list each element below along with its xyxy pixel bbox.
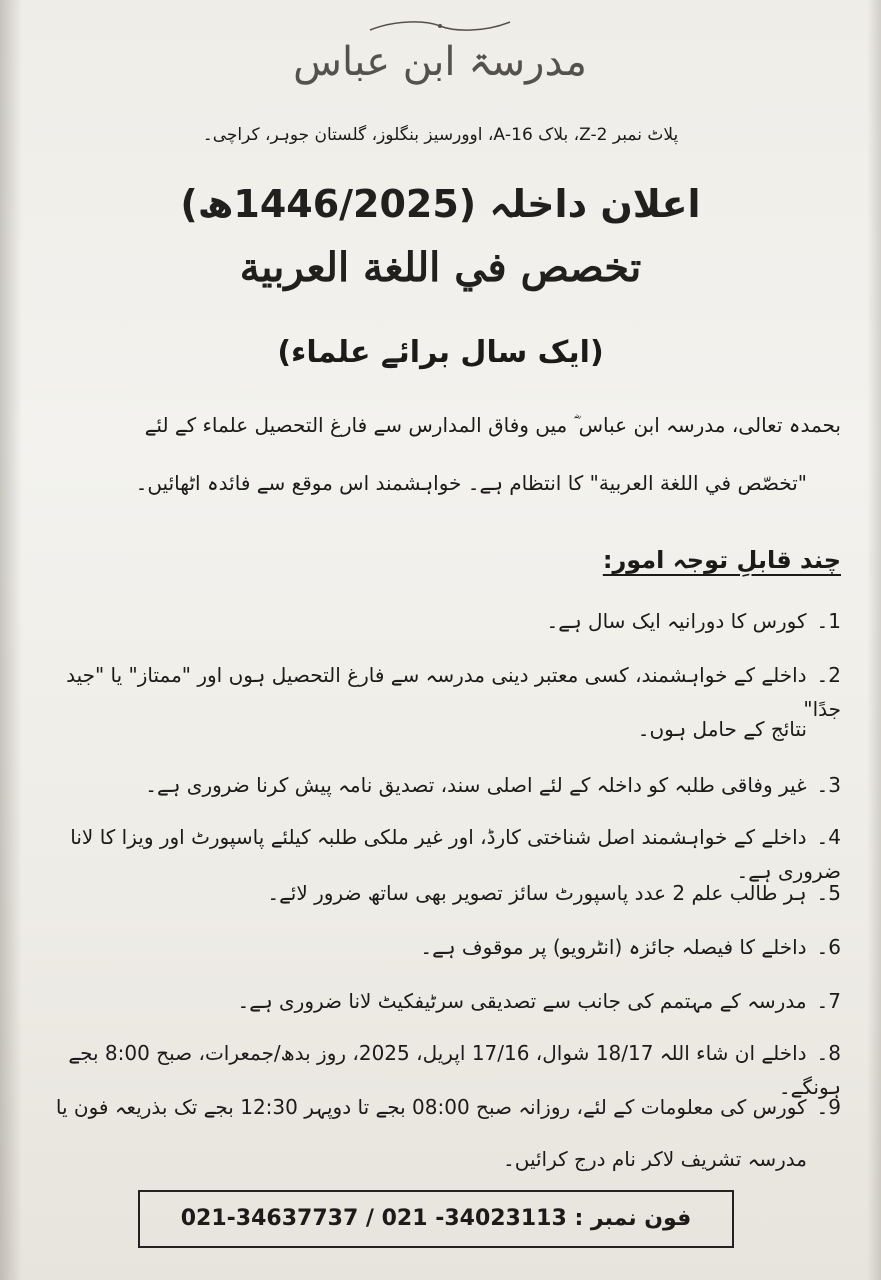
phone-label: فون نمبر : [574, 1206, 692, 1231]
list-item [30, 876, 841, 910]
item-number: 6۔ [816, 935, 841, 959]
list-item [30, 984, 841, 1018]
item-text: داخلے ان شاء اللہ 18/17 شوال، 17/16 اپریل، 2025، روز بدھ/جمعرات، صبح 8:00 بجے ہونگے۔ [68, 1041, 841, 1099]
phone-numbers: 021-34637737 / 021 -34023113 [180, 1206, 567, 1231]
item-number: 9۔ [816, 1095, 841, 1119]
list-item [30, 768, 841, 802]
list-item [30, 930, 841, 964]
item-text: غیر وفاقی طلبہ کو داخلہ کے لئے اصلی سند، تصدیق نامہ پیش کرنا ضروری ہے۔ [145, 773, 807, 797]
item-text: داخلے کے خواہشمند، کسی معتبر دینی مدرسہ سے فارغ التحصیل ہوں اور "ممتاز" یا "جید جدًا" [66, 663, 841, 721]
duration-subtitle: (ایک سال برائے علماء) [277, 335, 604, 370]
list-item-continuation: نتائج کے حامل ہوں۔ [637, 717, 807, 741]
madrasa-name: مدرسۃ ابن عباس [293, 39, 587, 85]
madrasa-logo [280, 18, 600, 96]
item-text: کورس کی معلومات کے لئے، روزانہ صبح 08:00 بجے تا دوپہر 12:30 بجے تک بذریعہ فون یا [55, 1095, 807, 1119]
intro-line-1: بحمدہ تعالی، مدرسہ ابن عباس ؓ میں وفاق المدارس سے فارغ التحصیل علماء کے لئے [144, 413, 841, 437]
item-number: 5۔ [816, 881, 841, 905]
phone-box [138, 1190, 734, 1248]
intro-line-2: "تخصّص في اللغة العربية" کا انتظام ہے۔ خواہشمند اس موقع سے فائدہ اٹھائیں۔ [135, 471, 807, 495]
calligraphy-flourish-icon [365, 18, 515, 34]
list-item [30, 1090, 841, 1124]
item-number: 7۔ [816, 989, 841, 1013]
item-text: داخلے کے خواہشمند اصل شناختی کارڈ، اور غیر ملکی طلبہ کیلئے پاسپورٹ اور ویزا کا لانا ضروری ہے۔ [70, 825, 841, 883]
item-text: ہر طالب علم 2 عدد پاسپورٹ سائز تصویر بھی ساتھ ضرور لائے۔ [267, 881, 807, 905]
list-item-continuation: مدرسہ تشریف لاکر نام درج کرائیں۔ [503, 1147, 807, 1171]
announcement-title: اعلان داخلہ (1446/2025ھ) [180, 182, 701, 226]
item-number: 1۔ [816, 609, 841, 633]
list-item [30, 604, 841, 638]
course-title: تخصص في اللغة العربية [239, 244, 642, 291]
address-line: پلاٹ نمبر Z-2، بلاک 16-A، اوورسیز بنگلوز، گلستان جوہر، کراچی۔ [202, 125, 679, 145]
item-number: 3۔ [816, 773, 841, 797]
notes-heading: چند قابلِ توجہ امور: [602, 546, 841, 574]
item-number: 4۔ [816, 825, 841, 849]
item-text: کورس کا دورانیہ ایک سال ہے۔ [546, 609, 807, 633]
item-number: 2۔ [816, 663, 841, 687]
item-text: مدرسہ کے مہتمم کی جانب سے تصدیقی سرٹیفکیٹ لانا ضروری ہے۔ [237, 989, 807, 1013]
item-number: 8۔ [816, 1041, 841, 1065]
item-text: داخلے کا فیصلہ جائزہ (انٹرویو) پر موقوف ہے۔ [420, 935, 807, 959]
